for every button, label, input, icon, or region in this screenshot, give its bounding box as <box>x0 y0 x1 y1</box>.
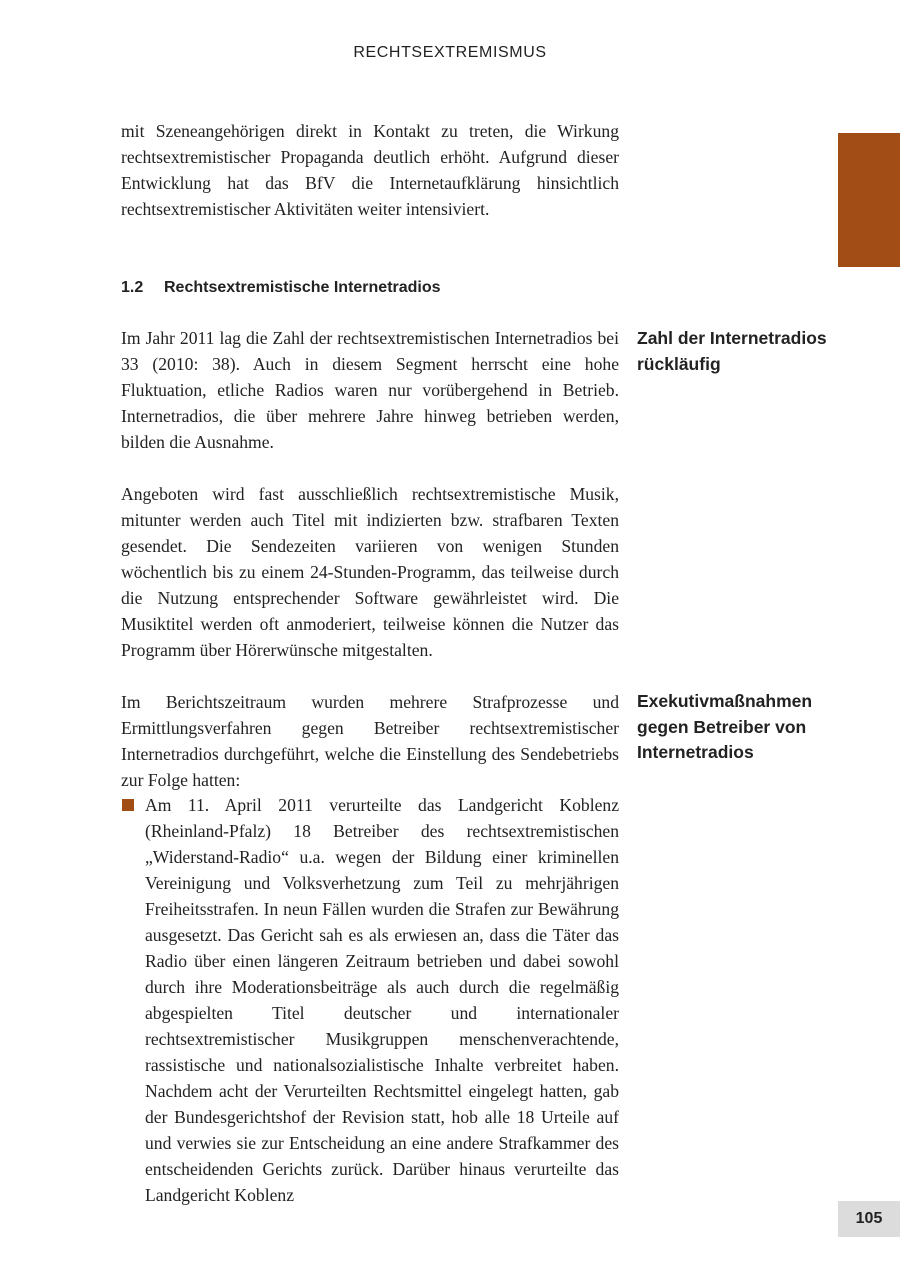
margin-note: Zahl der Internetradios rückläufig <box>637 328 827 374</box>
page-number: 105 <box>855 1210 883 1227</box>
section-title: Rechtsextremistische Internetradios <box>164 279 441 296</box>
chapter-tab-marker <box>838 133 900 267</box>
body-paragraph: Angeboten wird fast ausschließlich rechtsextremistische Musik, mitunter werden auch Titel mit indizierten bzw. strafbaren Texten gesendet. Die Sendezeiten variieren von wenigen Stunden wöchentlich bis zu einem 24-Stunden-Programm, das teilweise durch die Nutzung entsprechender Software gewährleistet wird. Die Musiktitel werden oft anmoderiert, teilweise können die Nutzer das Programm über Hörerwünsche mitgestalten. <box>121 484 619 660</box>
list-item: Am 11. April 2011 verurteilte das Landgericht Koblenz (Rheinland-Pfalz) 18 Betreiber des rechtsextremistischen „Widerstand-Radio“ u.a. wegen der Bildung einer kriminellen Vereinigung und Volksverhetzung zum Teil zu mehrjährigen Freiheitsstrafen. In neun Fällen wurden die Strafen zur Bewährung ausgesetzt. Das Gericht sah es als erwiesen an, dass die Täter das Radio über einen längeren Zeitraum betrieben und dabei sowohl durch ihre Moderationsbeiträge als auch durch die regelmäßig abgespielten Titel deutscher und internationaler rechtsextremistischer Musikgruppen menschenverachtende, rassistische und nationalsozialistische Inhalte verbreitet haben. Nachdem acht der Verurteilten Rechtsmittel eingelegt hatten, gab der Bundesgerichtshof der Revision statt, hob alle 18 Urteile auf und verwies sie zur Entscheidung an eine andere Strafkammer des entscheidenden Gerichts zurück. Darüber hinaus verurteilte das Landgericht Koblenz <box>145 795 619 1205</box>
bullet-square-icon <box>122 799 134 811</box>
section-heading <box>121 276 441 300</box>
margin-note: Exekutivmaßnahmen gegen Betreiber von Internetradios <box>637 691 813 762</box>
body-paragraph: Im Jahr 2011 lag die Zahl der rechtsextremistischen Internetradios bei 33 (2010: 38). Auch in diesem Segment herrscht eine hohe Fluktuation, etliche Radios waren nur vorübergehend in Betrieb. Internetradios, die über mehrere Jahre hinweg betrieben werden, bilden die Ausnahme. <box>121 328 619 452</box>
intro-paragraph: mit Szeneangehörigen direkt in Kontakt zu treten, die Wirkung rechtsextremistischer Propaganda deutlich erhöht. Aufgrund dieser Entwicklung hat das BfV die Internetaufklärung hinsichtlich rechtsextremistischer Aktivitäten weiter intensiviert. <box>121 121 619 219</box>
section-number: 1.2 <box>121 279 144 296</box>
running-header: RECHTSEXTREMISMUS <box>353 44 547 61</box>
body-paragraph: Im Berichtszeitraum wurden mehrere Strafprozesse und Ermittlungsverfahren gegen Betreiber rechtsextremistischer Internetradios durchgeführt, welche die Einstellung des Sendebetriebs zur Folge hatten: <box>121 692 619 790</box>
